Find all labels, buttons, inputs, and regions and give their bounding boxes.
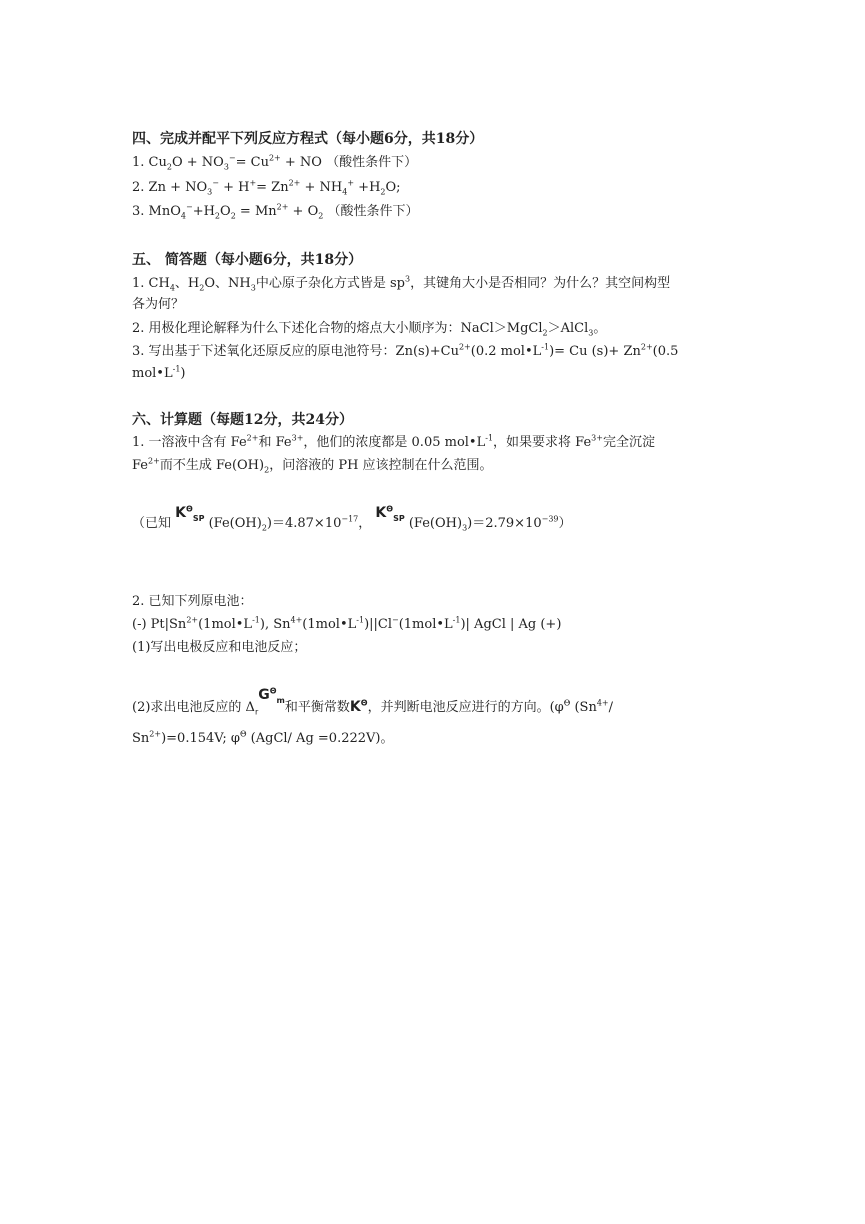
ksp-symbol-1: $K^\Theta_{SP}$ xyxy=(175,504,205,523)
s6-part2-line2: $Sn^{2+})=0.154V$; $\varphi^\Theta$ (AgCl/ Ag =0.222V)。 xyxy=(132,729,394,746)
s6-q1-line1: 1. 一溶液中含有 $Fe^{2+}$和 $Fe^{3+}$，他们的浓度都是 0.05 $mol•L^{-1}$，如果要求将 $Fe^{3+}$完全沉淀 xyxy=(132,433,655,450)
ksp-symbol-2: $K^\Theta_{SP}$ xyxy=(375,504,405,523)
gibbs-symbol: $G^\Theta_m$ xyxy=(258,686,285,705)
s5-q3-line2: $mol•L^{-1}$) xyxy=(132,364,186,381)
s6-part1: (1)写出电极反应和电池反应； xyxy=(132,640,307,655)
s5-q1-line1: 1. $CH_4$、$H_2O$、$NH_3$中心原子杂化方式皆是 $sp^3$，其键角大小是否相同？为什么？其空间构型 xyxy=(132,274,671,293)
s4-q3: 3. $MnO_4^-+H_2O_2 = Mn^{2+} + O_2$ （酸性条件下） xyxy=(132,202,419,221)
section-5-title: 五、 简答题（每小题6分，共18分） xyxy=(132,252,363,268)
s6-given-constants: （已知 $K^\Theta_{SP}$ $(Fe(OH)_2)=4.87\times 10^{-17}$， $K^\Theta_{SP}$ $(Fe(OH)_3)=2.79\times 10^{-39}$） xyxy=(132,504,572,533)
s6-q1-line2: $Fe^{2+}$而不生成 $Fe(OH)_2$，问溶液的 PH 应该控制在什么范围。 xyxy=(132,456,493,475)
s6-cell-notation: (-) $Pt|Sn^{2+}(1mol•L^{-1})$, $Sn^{4+}(1mol•L^{-1})||Cl^-(1mol•L^{-1})|$ AgCl | Ag (+) xyxy=(132,615,562,632)
s4-q1: 1. $Cu_2O + NO_3^-= Cu^{2+}$ + NO （酸性条件下） xyxy=(132,153,418,172)
s4-q2: 2. $Zn + NO_3^- + H^+= Zn^{2+} + NH_4^+ +H_2O$; xyxy=(132,178,401,197)
s5-q3-line1: 3. 写出基于下述氧化还原反应的原电池符号：$Zn(s)+Cu^{2+}(0.2$ $mol•L^{-1})= Cu$ $(s)+ Zn^{2+}(0.5$ xyxy=(132,342,679,359)
s6-q2: 2. 已知下列原电池： xyxy=(132,594,253,609)
s5-q2: 2. 用极化理论解释为什么下述化合物的熔点大小顺序为：NaCl＞MgCl$_2$＞AlCl$_3$。 xyxy=(132,321,607,338)
section-6-title: 六、计算题（每题12分，共24分） xyxy=(132,412,353,428)
section-4-title: 四、完成并配平下列反应方程式（每小题6分，共18分） xyxy=(132,131,484,147)
k-symbol: $K^\Theta$ xyxy=(349,698,368,715)
s5-q1-line2: 各为何？ xyxy=(132,297,185,312)
s6-part2-line1: (2)求出电池反应的 $\Delta_rG^\Theta_m$和平衡常数$K^\Theta$，并判断电池反应进行的方向。($\varphi^\Theta$ ($Sn^{4+}/$ xyxy=(132,686,613,717)
